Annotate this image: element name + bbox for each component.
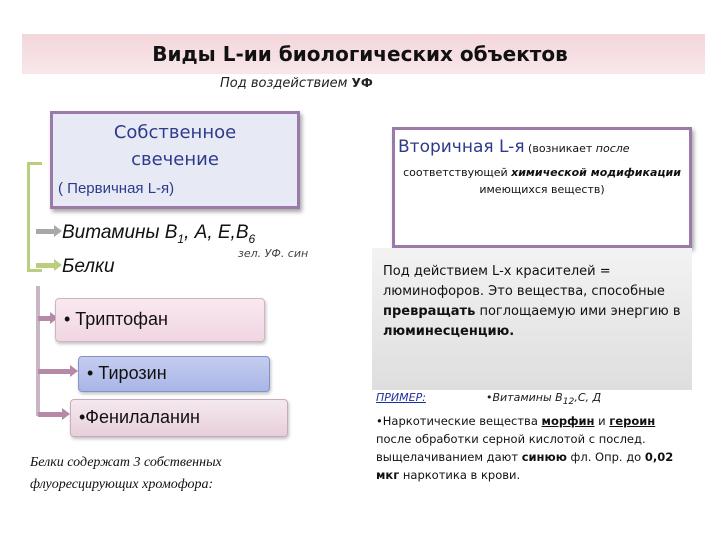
primary-line-2: свечение xyxy=(131,149,219,170)
green-uv-blue-note: зел. УФ. син xyxy=(238,247,309,260)
primary-line-1: Собственное xyxy=(113,122,237,143)
green-bracket xyxy=(27,162,42,272)
luminophore-text-c: превращать xyxy=(383,304,476,319)
example-heading xyxy=(376,391,602,408)
vitamins-sub-6: 6 xyxy=(248,231,256,246)
example-heroin: героин xyxy=(609,414,656,428)
proteins-note: Белки содержат 3 собственных флуоресцирующих хромофора: xyxy=(30,455,222,492)
proteins-label: Белки xyxy=(62,256,115,277)
subtitle xyxy=(220,76,373,91)
primary-line-3-open: ( Первичная L-я xyxy=(58,180,170,197)
vitamins-sub-1: 1 xyxy=(177,231,185,246)
tyrosine-label: • Тирозин xyxy=(87,363,167,383)
example-text-b: и xyxy=(594,414,610,428)
tryptophan-item xyxy=(55,298,265,342)
example-vit-sub: 12 xyxy=(562,396,575,408)
example-vit-b: ,С, Д xyxy=(574,391,602,404)
luminophore-text xyxy=(383,262,689,342)
secondary-body xyxy=(398,164,686,198)
tryptophan-label: • Триптофан xyxy=(64,309,168,329)
subtitle-uv: УФ xyxy=(351,76,373,90)
secondary-heading-note: (возникает xyxy=(524,142,596,155)
luminophore-text-e: люминесценцию. xyxy=(383,324,515,339)
example-blue: синюю xyxy=(521,450,567,464)
subtitle-text: Под воздействием xyxy=(220,76,352,91)
example-vit-a: •Витамины В xyxy=(486,391,563,404)
tyrosine-item xyxy=(78,356,270,392)
arrow-proteins-icon xyxy=(36,263,56,268)
example-text-d: фл. Опр. до xyxy=(566,450,645,464)
luminophore-text-a: Под действием L-х красителей = люминофоров xyxy=(383,264,611,299)
example-dose: 0,02 мкг xyxy=(376,450,674,482)
vitamins-mid: , А, Е,В xyxy=(184,222,249,243)
luminophore-text-b: . Это вещества, способные xyxy=(479,284,665,299)
example-text-c: после обработки серной кислотой с послед. выщелачиванием дают xyxy=(376,432,646,464)
luminophore-text-d: поглощаемую ими энергию в xyxy=(475,304,681,319)
primary-line-3 xyxy=(58,180,174,197)
secondary-heading-title: Вторичная L-я xyxy=(398,137,525,157)
vitamins-text: Витамины В xyxy=(62,222,178,243)
primary-line-3-close: ) xyxy=(169,180,175,197)
phenylalanine-item xyxy=(70,399,288,437)
example-text-e: наркотика в крови. xyxy=(399,468,521,482)
secondary-body-chem: химической модификации xyxy=(511,166,681,179)
secondary-body-a: соответствующей xyxy=(403,166,512,179)
secondary-heading-after: после xyxy=(595,142,630,155)
page-title: Виды L-ии биологических объектов xyxy=(152,42,568,66)
example-label: ПРИМЕР: xyxy=(376,391,426,404)
phenylalanine-label: •Фенилаланин xyxy=(79,407,200,427)
secondary-heading xyxy=(398,137,688,157)
tree-connector xyxy=(36,286,40,416)
arrow-tryptophan-icon xyxy=(38,316,52,321)
vitamins-label xyxy=(62,222,255,246)
example-text xyxy=(376,412,688,484)
arrow-phenylalanine-icon xyxy=(38,412,64,417)
example-morphine: морфин xyxy=(541,414,595,428)
example-text-a: •Наркотические вещества xyxy=(376,414,542,428)
arrow-vitamins-icon xyxy=(36,229,56,234)
secondary-body-c: имеющихся веществ) xyxy=(479,183,605,196)
arrow-tyrosine-icon xyxy=(38,369,72,374)
example-vitamins xyxy=(486,391,601,407)
